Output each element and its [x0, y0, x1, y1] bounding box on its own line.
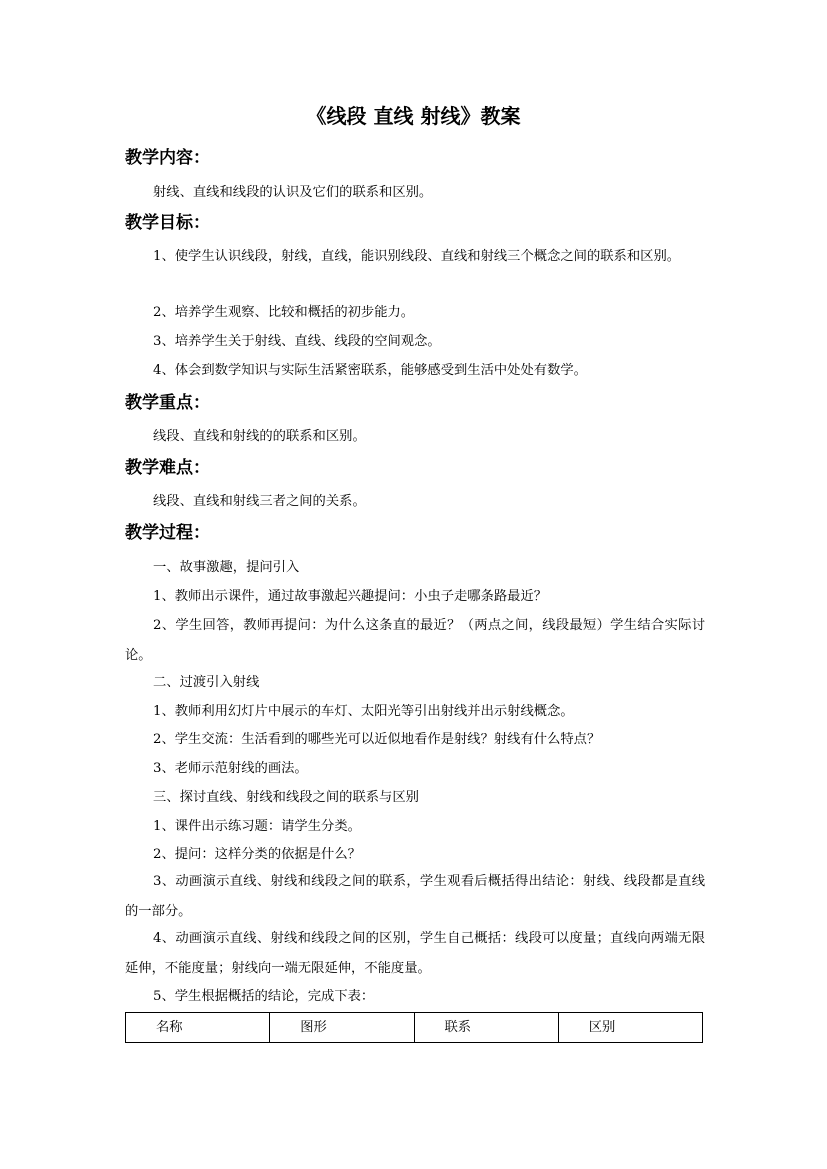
summary-table [125, 1012, 703, 1043]
process-step: 1、教师利用幻灯片中展示的车灯、太阳光等引出射线并出示射线概念。 [153, 704, 574, 719]
section-heading-process: 教学过程： [125, 523, 210, 543]
goal-item-4: 4、体会到数学知识与实际生活紧密联系，能够感受到生活中处处有数学。 [153, 363, 587, 378]
process-step: 2、学生回答，教师再提问：为什么这条直的最近？（两点之间，线段最短）学生结合实际讨论。 [125, 618, 705, 663]
process-step: 一、故事激趣，提问引入 [153, 560, 300, 575]
difficulties-paragraph: 线段、直线和射线三者之间的关系。 [153, 494, 366, 509]
goal-item-1: 1、使学生认识线段，射线，直线，能识别线段、直线和射线三个概念之间的联系和区别。 [153, 249, 681, 264]
process-step: 三、探讨直线、射线和线段之间的联系与区别 [153, 790, 419, 805]
process-step: 3、动画演示直线、射线和线段之间的联系，学生观看后概括得出结论：射线、线段都是直线的一部分。 [125, 874, 705, 919]
document-title: 《线段 直线 射线》教案 [306, 104, 521, 128]
process-step: 2、学生交流：生活看到的哪些光可以近似地看作是射线？射线有什么特点？ [153, 732, 601, 747]
goal-item-2: 2、培养学生观察、比较和概括的初步能力。 [153, 305, 415, 320]
table-header-row [126, 1013, 703, 1043]
process-step: 1、课件出示练习题：请学生分类。 [153, 819, 361, 834]
process-step: 2、提问：这样分类的依据是什么？ [153, 847, 361, 862]
table-header-name: 名称 [126, 1013, 270, 1043]
section-heading-keypoints: 教学重点： [125, 393, 210, 413]
process-step: 4、动画演示直线、射线和线段之间的区别，学生自己概括：线段可以度量；直线向两端无限延伸，不能度量；射线向一端无限延伸，不能度量。 [125, 931, 705, 976]
table-header-figure: 图形 [270, 1013, 414, 1043]
section-heading-goals: 教学目标： [125, 213, 210, 233]
section-heading-difficulties: 教学难点： [125, 458, 210, 478]
table-header-relation: 联系 [414, 1013, 558, 1043]
process-step: 二、过渡引入射线 [153, 675, 260, 690]
goal-item-3: 3、培养学生关于射线、直线、线段的空间观念。 [153, 334, 441, 349]
process-step: 1、教师出示课件，通过故事激起兴趣提问：小虫子走哪条路最近？ [153, 589, 548, 604]
keypoints-paragraph: 线段、直线和射线的的联系和区别。 [153, 429, 366, 444]
section-heading-content: 教学内容： [125, 148, 210, 168]
content-paragraph: 射线、直线和线段的认识及它们的联系和区别。 [153, 185, 433, 200]
process-step: 3、老师示范射线的画法。 [153, 761, 308, 776]
process-step: 5、学生根据概括的结论，完成下表： [153, 989, 375, 1004]
table-header-difference: 区别 [558, 1013, 702, 1043]
